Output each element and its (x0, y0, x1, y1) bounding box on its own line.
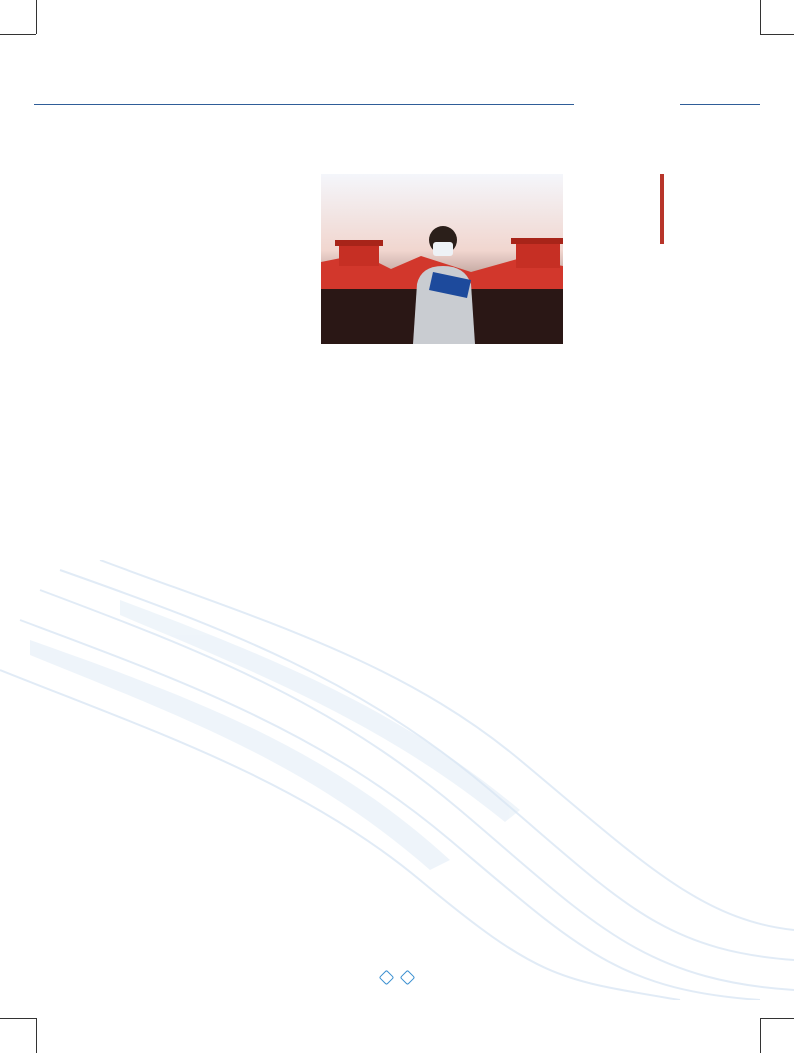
speaker-photo (321, 174, 563, 344)
page-number (360, 970, 434, 984)
header-rule-left (34, 104, 574, 105)
crop-mark (0, 34, 36, 35)
crop-mark (36, 1018, 37, 1053)
header-rule-right (680, 104, 760, 105)
crop-mark (760, 1018, 794, 1019)
photo-illustration (321, 174, 563, 344)
title-dash (660, 174, 664, 244)
background-swoosh (0, 560, 794, 1000)
hexagon-icon (379, 970, 395, 986)
hexagon-icon (400, 970, 416, 986)
crop-mark (36, 0, 37, 34)
vertical-title (632, 168, 692, 250)
crop-mark (760, 1018, 761, 1053)
crop-mark (760, 0, 761, 34)
crop-mark (0, 1018, 36, 1019)
crop-mark (760, 34, 794, 35)
